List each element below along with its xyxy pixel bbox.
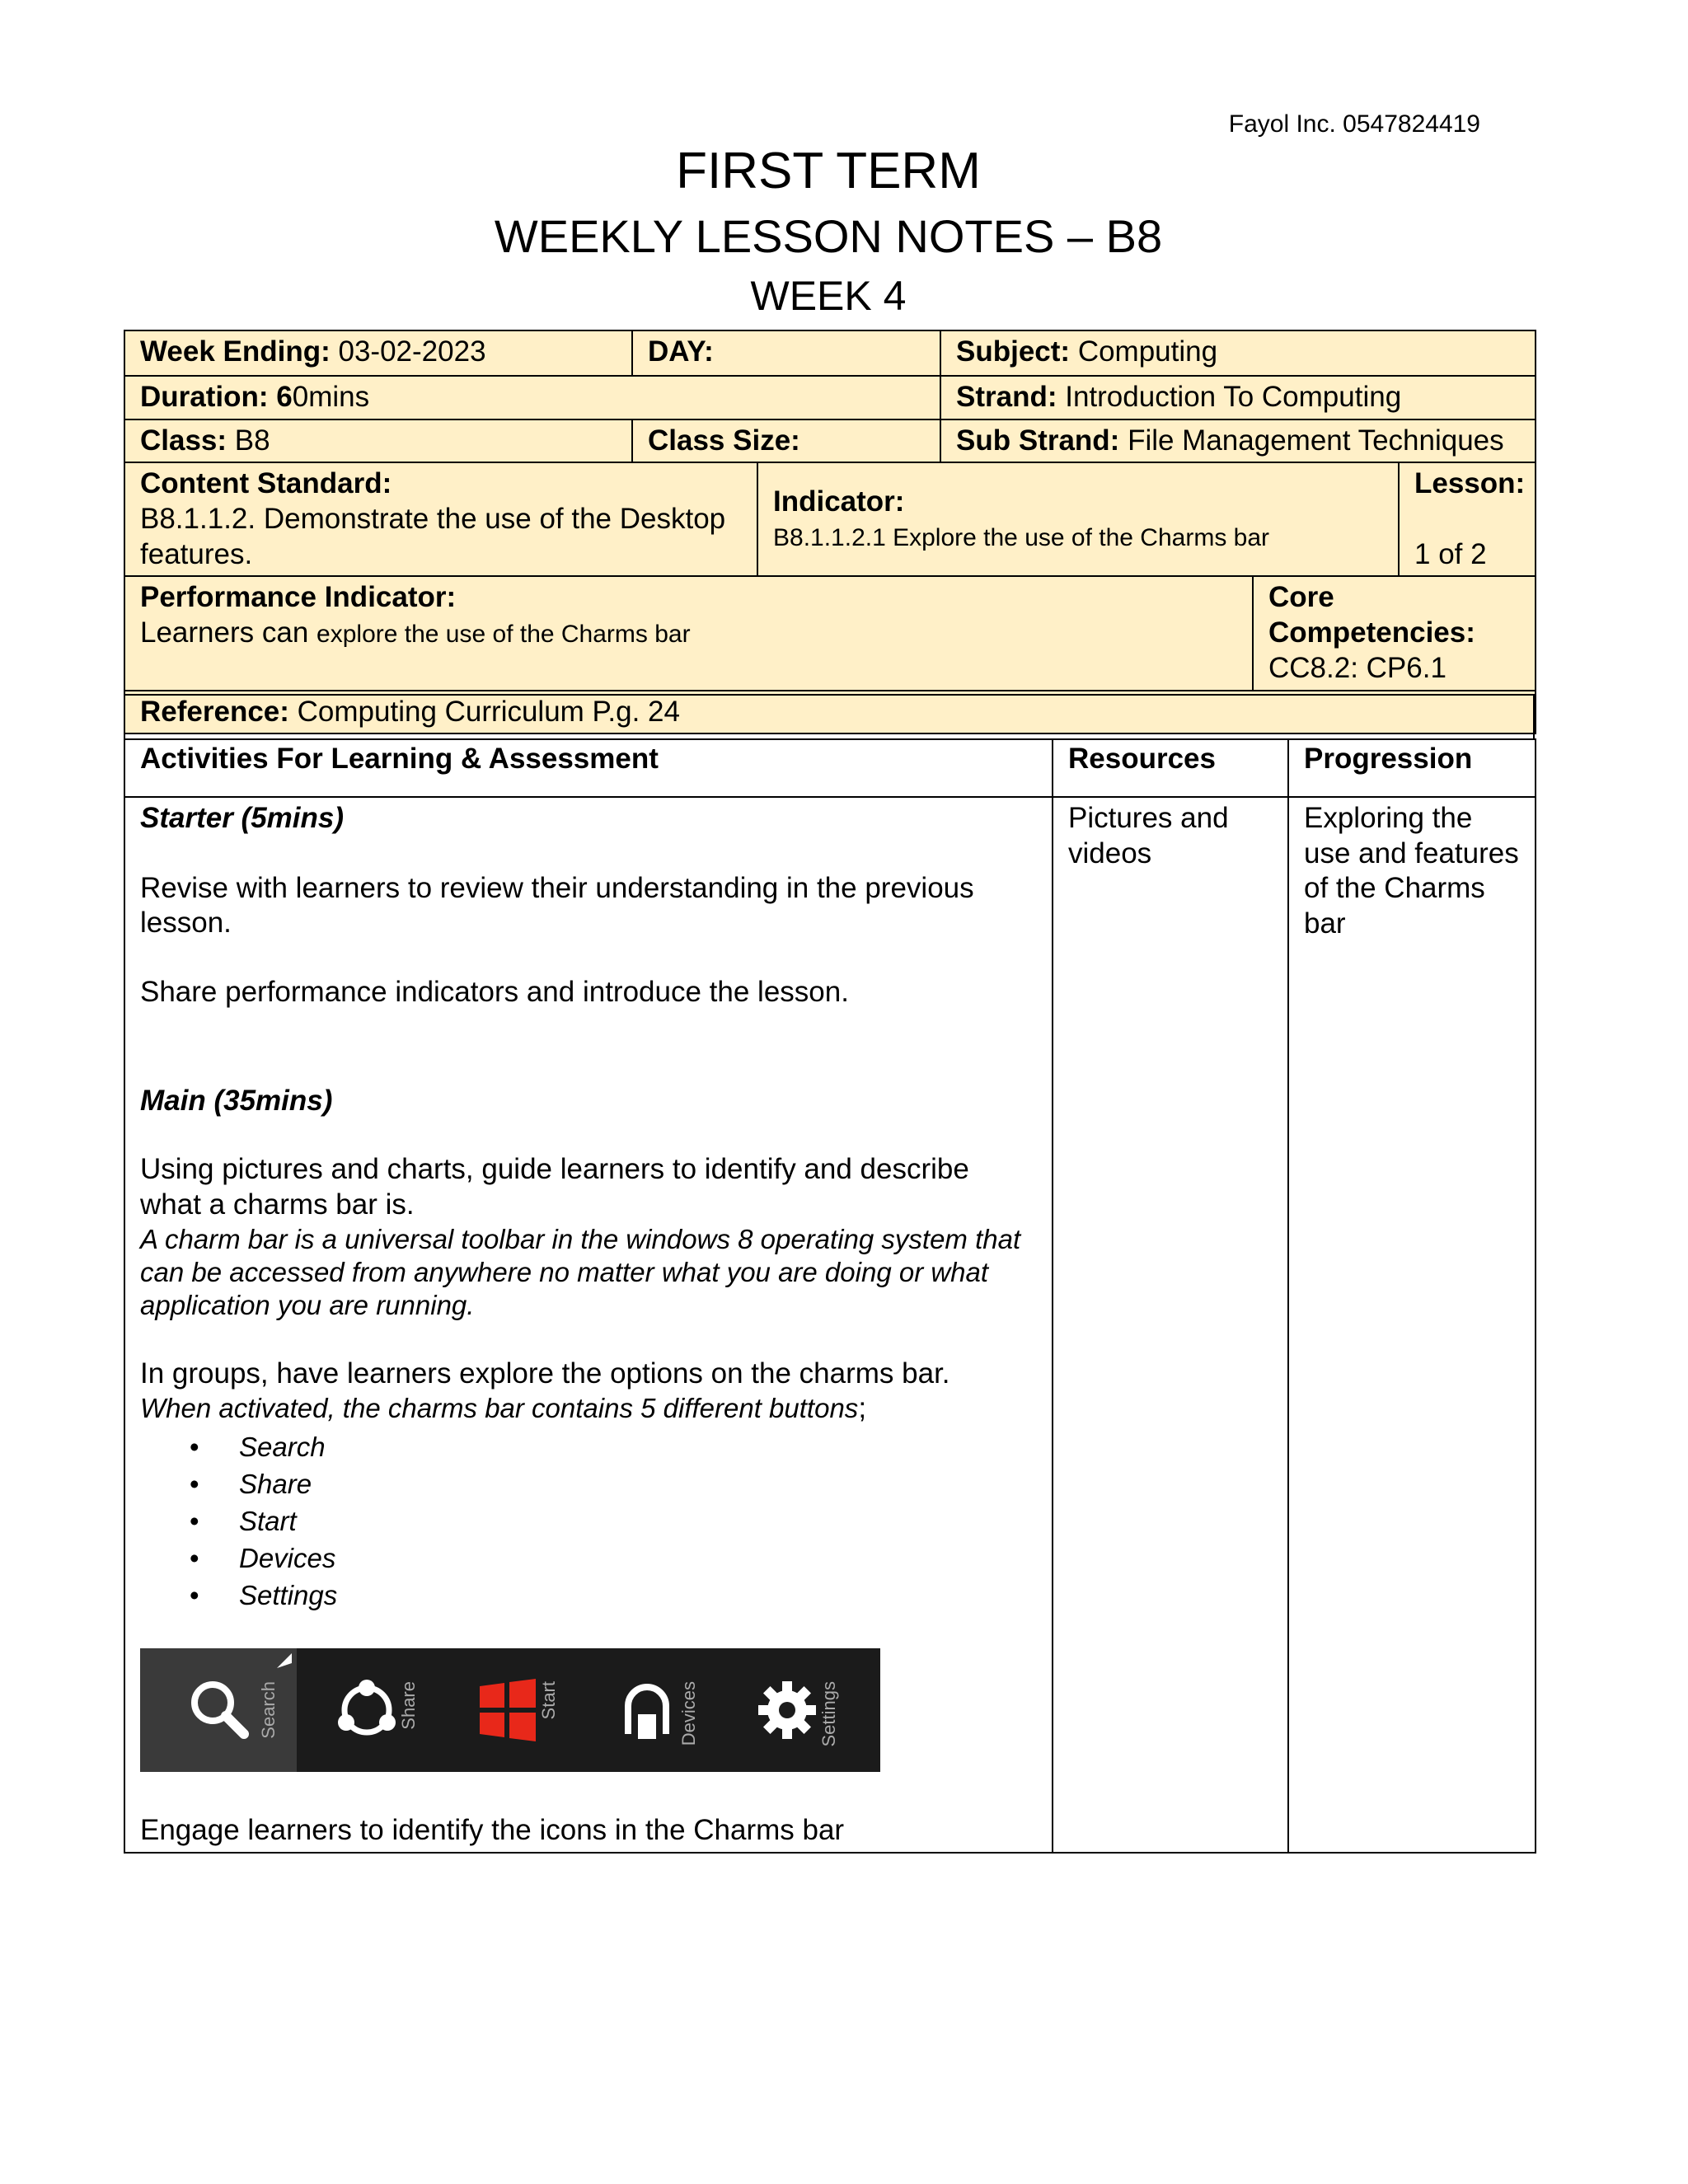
main-paragraph-1: Using pictures and charts, guide learners to identify and describe what a charms bar is.: [140, 1153, 969, 1221]
duration-cell: Duration: 60mins: [124, 376, 940, 419]
sub-strand-cell: Sub Strand: File Management Techniques: [940, 419, 1536, 463]
share-icon: [330, 1673, 404, 1747]
subject-cell: Subject: Computing: [940, 330, 1536, 376]
list-item: • Share: [140, 1465, 1037, 1502]
progression-header: Progression: [1288, 739, 1536, 797]
devices-icon: [610, 1673, 684, 1747]
windows-start-icon: [470, 1673, 544, 1747]
page-title: FIRST TERM: [676, 143, 981, 199]
main-heading: Main (35mins): [140, 1084, 333, 1117]
main-paragraph-2: In groups, have learners explore the options on the charms bar.: [140, 1357, 950, 1390]
charm-share: Share: [297, 1648, 437, 1772]
resources-body: Pictures and videos: [1053, 797, 1288, 1853]
charm-start: Start: [437, 1648, 577, 1772]
progression-body: Exploring the use and features of the Charms bar: [1288, 797, 1536, 1853]
lesson-header-table: [124, 330, 1536, 734]
day-cell: DAY:: [632, 330, 940, 376]
reference-cell: Reference: Computing Curriculum P.g. 24: [124, 691, 1536, 734]
indicator-cell: Indicator: B8.1.1.2.1 Explore the use of the Charms bar: [757, 462, 1399, 576]
core-competencies-cell: Core Competencies: CC8.2: CP6.1: [1253, 576, 1536, 690]
lesson-cell: Lesson: 1 of 2: [1399, 462, 1536, 576]
charm-buttons-intro: When activated, the charms bar contains 5 different buttons;: [140, 1392, 867, 1425]
starter-paragraph-2: Share performance indicators and introduce the lesson.: [140, 976, 849, 1009]
charm-devices: Devices: [577, 1648, 717, 1772]
charm-search: Search: [140, 1648, 297, 1772]
week-ending-cell: Week Ending: 03-02-2023: [124, 330, 632, 376]
charm-bar-definition: A charm bar is a universal toolbar in the windows 8 operating system that can be accessed from anywhere no matter what you are doing or what application you are running.: [140, 1223, 1021, 1321]
search-icon: [181, 1673, 256, 1747]
week-title: WEEK 4: [750, 273, 907, 319]
page-subtitle: WEEKLY LESSON NOTES – B8: [494, 210, 1163, 262]
starter-paragraph-1: Revise with learners to review their understanding in the previous lesson.: [140, 871, 974, 940]
publisher-contact: Fayol Inc. 0547824419: [1228, 110, 1480, 138]
charm-settings: Settings: [717, 1648, 857, 1772]
charm-button-list: [140, 1428, 1037, 1614]
class-cell: Class: B8: [124, 419, 632, 463]
spacer-row: [124, 694, 1535, 740]
charms-bar-image: [140, 1648, 880, 1772]
cursor-arrow-icon: [275, 1652, 293, 1670]
class-size-cell: Class Size:: [632, 419, 940, 463]
content-standard-cell: Content Standard: B8.1.1.2. Demonstrate the use of the Desktop features.: [124, 462, 757, 576]
list-item: • Start: [140, 1502, 1037, 1540]
list-item: • Search: [140, 1428, 1037, 1465]
gear-icon: [750, 1673, 824, 1747]
performance-indicator-cell: Performance Indicator: Learners can explore the use of the Charms bar: [124, 576, 1253, 690]
list-item: • Devices: [140, 1540, 1037, 1577]
closing-paragraph: Engage learners to identify the icons in the Charms bar: [140, 1813, 845, 1846]
activities-table: [124, 738, 1536, 1854]
activities-body: [124, 797, 1053, 1853]
list-item: • Settings: [140, 1577, 1037, 1614]
strand-cell: Strand: Introduction To Computing: [940, 376, 1536, 419]
starter-heading: Starter (5mins): [140, 802, 345, 834]
resources-header: Resources: [1053, 739, 1288, 797]
activities-header: Activities For Learning & Assessment: [124, 739, 1053, 797]
